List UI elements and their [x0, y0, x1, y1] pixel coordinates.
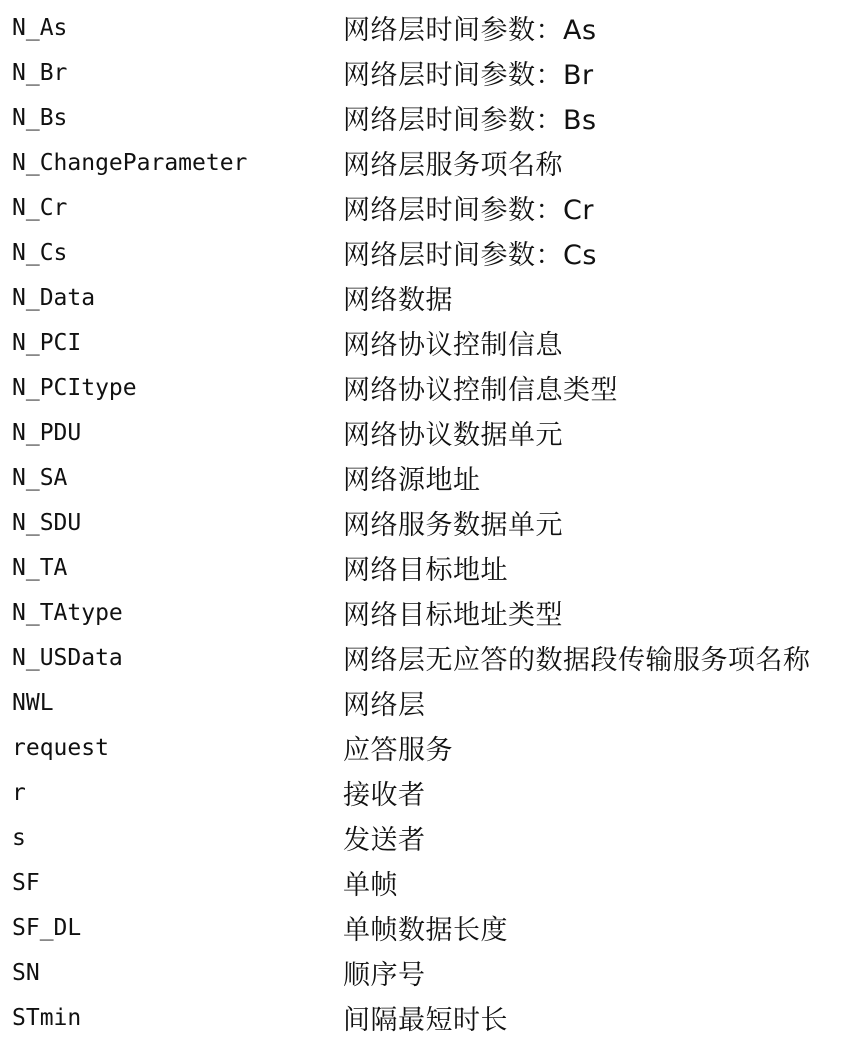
- glossary-row: [12, 275, 855, 320]
- glossary-definition: 网络源地址: [343, 465, 481, 496]
- glossary-definition: 网络层无应答的数据段传输服务项名称: [343, 645, 811, 676]
- glossary-definition: 网络层时间参数：Br: [343, 60, 594, 91]
- glossary-term: request: [12, 734, 109, 761]
- glossary-row: [12, 545, 855, 590]
- glossary-term: SF: [12, 869, 40, 896]
- glossary-row: [12, 725, 855, 770]
- glossary-row: [12, 140, 855, 185]
- glossary-row: [12, 860, 855, 905]
- glossary-term: N_Data: [12, 284, 96, 311]
- glossary-row: [12, 410, 855, 455]
- glossary-row: [12, 995, 855, 1040]
- glossary-term: N_Br: [12, 59, 68, 86]
- glossary-row: [12, 590, 855, 635]
- glossary-term: N_TA: [12, 554, 68, 581]
- glossary-definition: 单帧: [343, 870, 398, 901]
- glossary-term: N_TAtype: [12, 599, 123, 626]
- glossary-definition: 发送者: [343, 825, 426, 856]
- glossary-term: N_Cr: [12, 194, 68, 221]
- glossary-definition: 单帧数据长度: [343, 915, 508, 946]
- glossary-term: NWL: [12, 689, 54, 716]
- glossary-definition: 网络层服务项名称: [343, 150, 563, 181]
- glossary-row: [12, 680, 855, 725]
- glossary-row: [12, 815, 855, 860]
- glossary-row: [12, 905, 855, 950]
- glossary-term: r: [12, 779, 26, 806]
- glossary-definition: 网络协议数据单元: [343, 420, 563, 451]
- glossary-definition: 网络层时间参数：Cr: [343, 195, 594, 226]
- glossary-term: N_As: [12, 14, 68, 41]
- glossary-definition: 间隔最短时长: [343, 1005, 508, 1036]
- glossary-row: [12, 770, 855, 815]
- glossary-term: N_PCItype: [12, 374, 137, 401]
- glossary-row: [12, 950, 855, 995]
- glossary-term: N_SDU: [12, 509, 82, 536]
- glossary-definition: 网络协议控制信息类型: [343, 375, 618, 406]
- glossary-definition: 网络服务数据单元: [343, 510, 563, 541]
- glossary-term: STmin: [12, 1004, 82, 1031]
- glossary-definition: 网络层时间参数：As: [343, 15, 597, 46]
- glossary-definition: 接收者: [343, 780, 426, 811]
- glossary-row: [12, 230, 855, 275]
- glossary-term: N_Cs: [12, 239, 68, 266]
- glossary-definition: 顺序号: [343, 960, 426, 991]
- glossary-definition: 网络层时间参数：Cs: [343, 240, 597, 271]
- glossary-definition: 应答服务: [343, 735, 453, 766]
- glossary-row: [12, 185, 855, 230]
- glossary-term: s: [12, 824, 26, 851]
- glossary-term: SF_DL: [12, 914, 82, 941]
- glossary-term: N_SA: [12, 464, 68, 491]
- glossary-row: [12, 455, 855, 500]
- glossary-row: [12, 50, 855, 95]
- glossary-row: [12, 5, 855, 50]
- glossary-definition: 网络层: [343, 690, 426, 721]
- abbreviation-glossary: [12, 5, 855, 1040]
- glossary-row: [12, 320, 855, 365]
- glossary-definition: 网络协议控制信息: [343, 330, 563, 361]
- glossary-definition: 网络目标地址: [343, 555, 508, 586]
- glossary-definition: 网络目标地址类型: [343, 600, 563, 631]
- glossary-term: N_PCI: [12, 329, 82, 356]
- glossary-term: N_Bs: [12, 104, 68, 131]
- glossary-row: [12, 365, 855, 410]
- glossary-row: [12, 500, 855, 545]
- glossary-definition: 网络数据: [343, 285, 453, 316]
- glossary-term: N_ChangeParameter: [12, 149, 248, 176]
- glossary-definition: 网络层时间参数：Bs: [343, 105, 597, 136]
- glossary-row: [12, 635, 855, 680]
- glossary-term: N_USData: [12, 644, 123, 671]
- glossary-term: SN: [12, 959, 40, 986]
- glossary-row: [12, 95, 855, 140]
- glossary-term: N_PDU: [12, 419, 82, 446]
